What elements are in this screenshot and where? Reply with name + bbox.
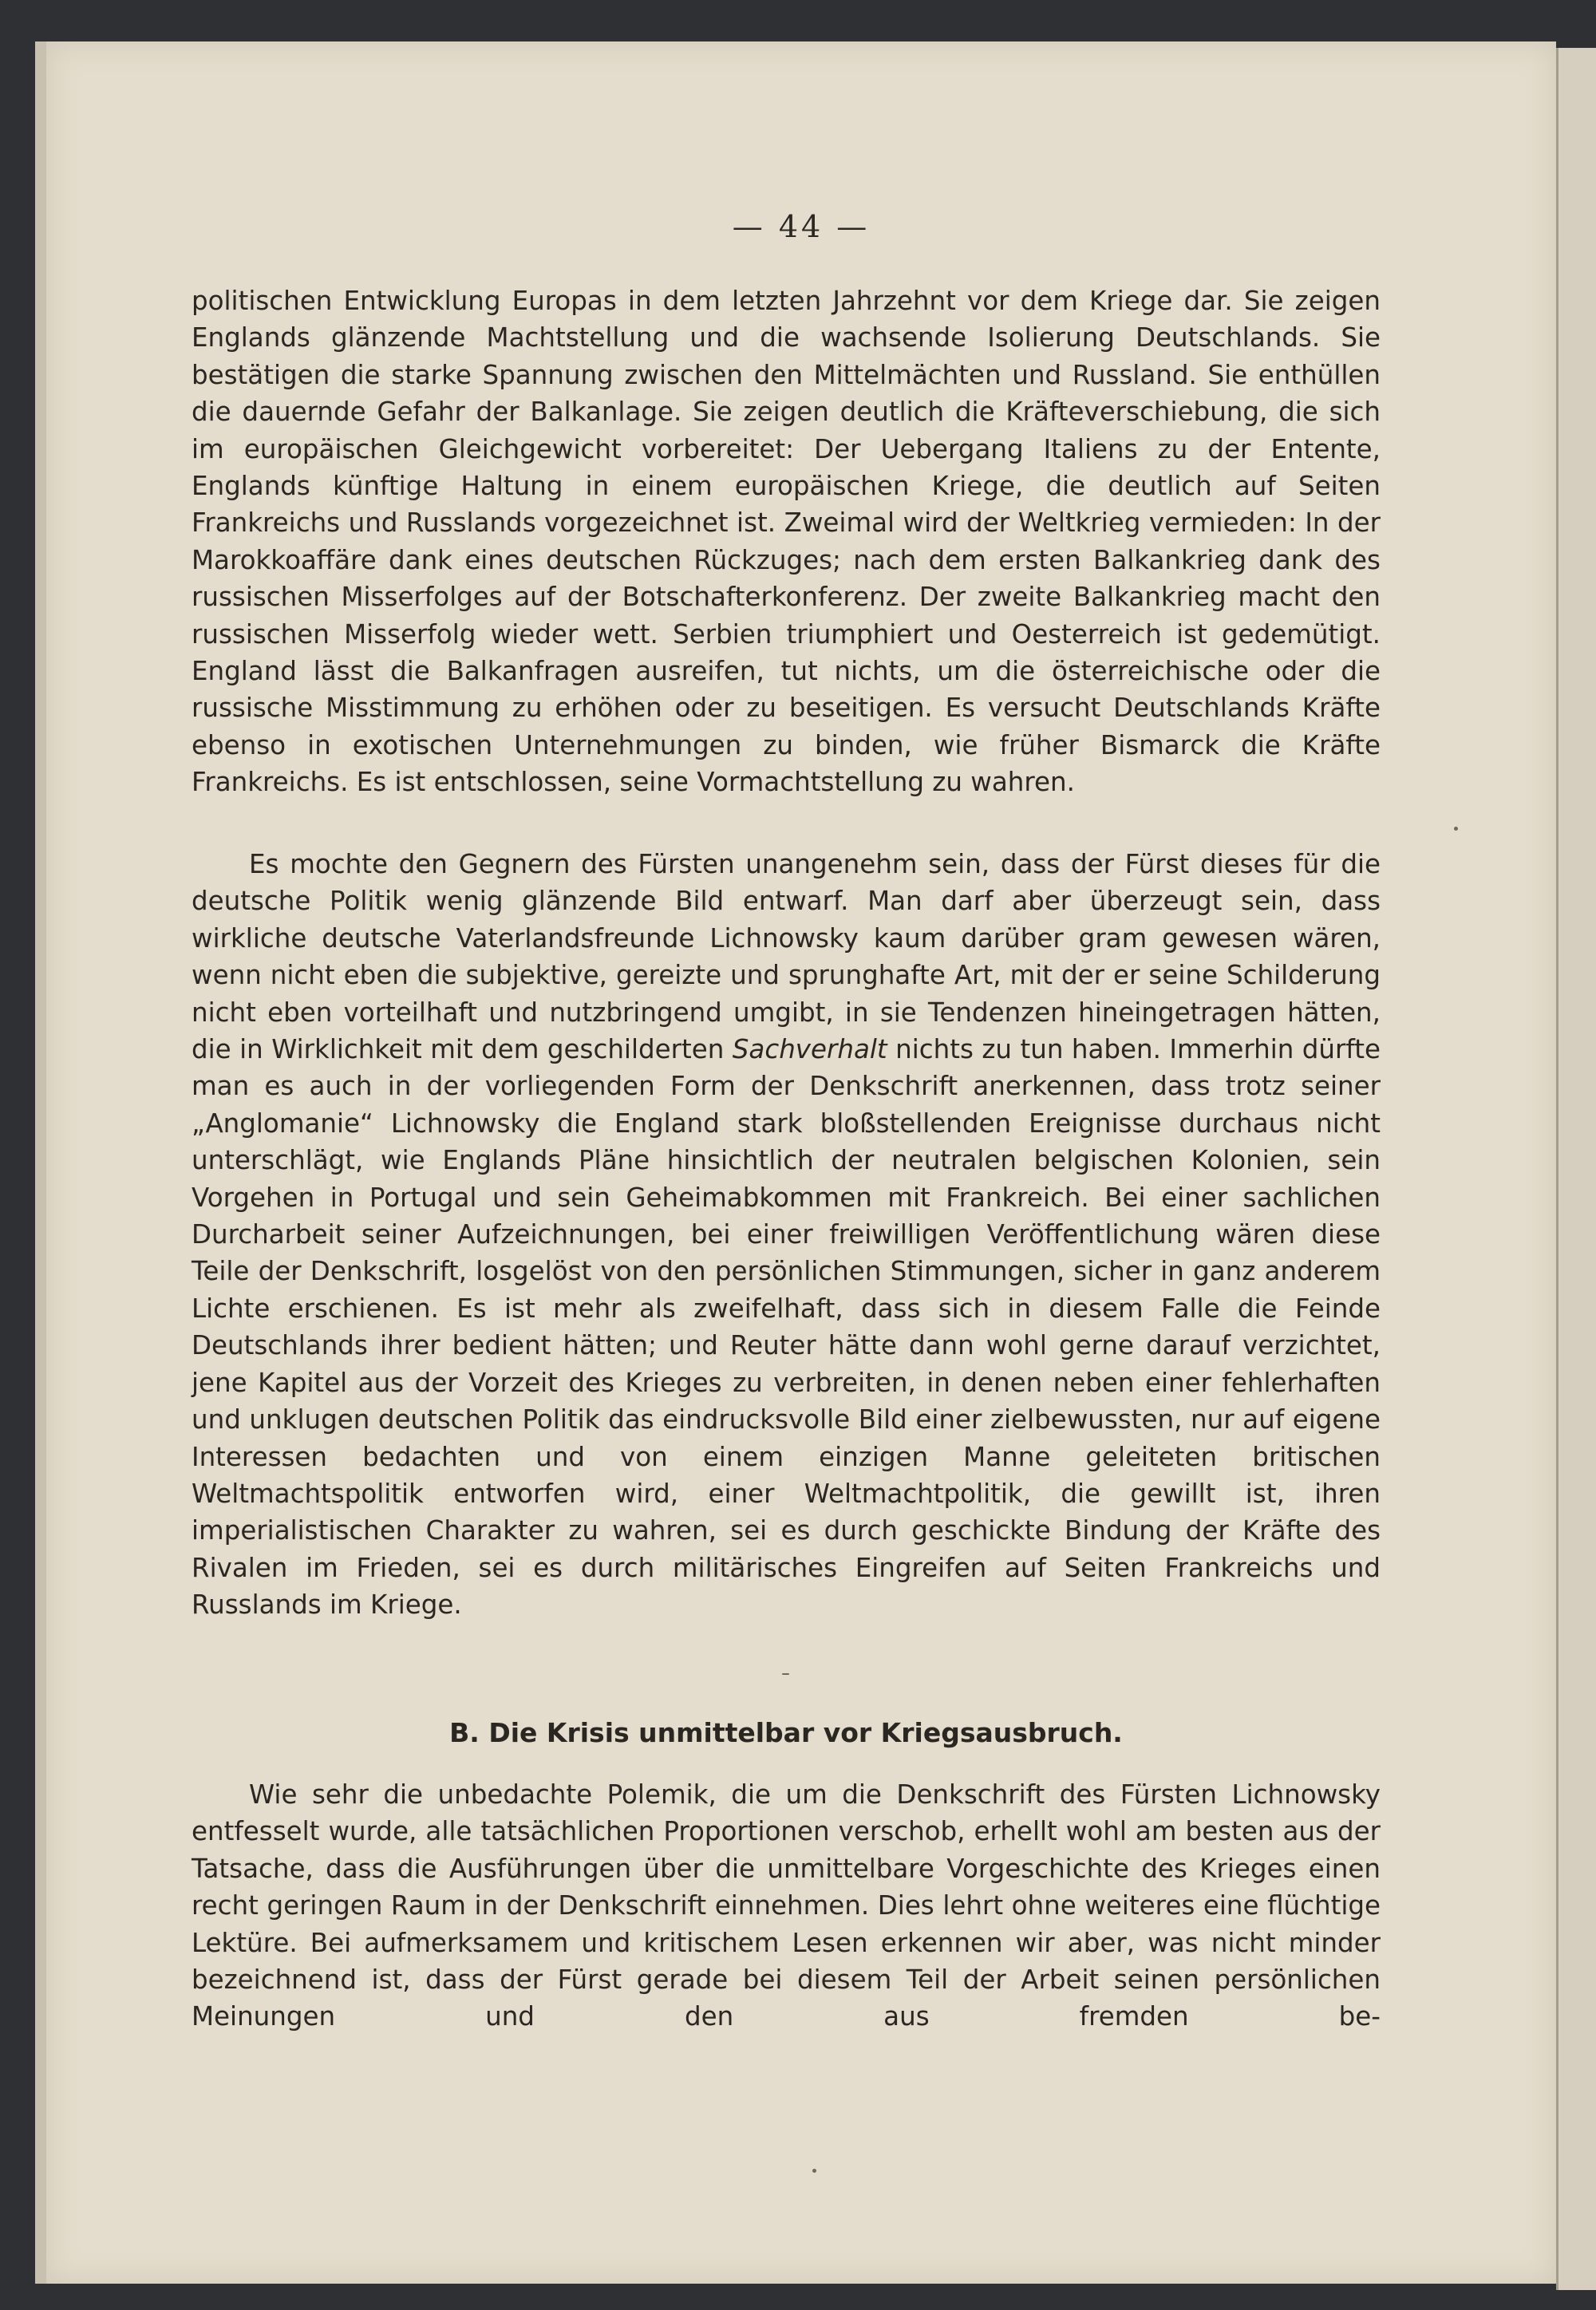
paragraph-continued [192,282,1381,801]
paragraph-text [192,846,1381,1624]
paragraph-text-part-2: nichts zu tun haben. Immerhin dürfte man es auch in der vorliegenden Form der Denkschrift anerkennen, dass trotz seiner „Anglomanie“ Lichnowsky die England stark bloßstellenden Ereignisse durchaus nicht unterschlägt, wie Englands Pläne hinsichtlich der neutralen belgischen Kolonien, sein Vorgehen in Portugal und sein Geheimabkommen mit Frankreich. Bei einer sachlichen Durcharbeit seiner Aufzeichnungen, bei einer freiwilligen Veröffentlichung wären diese Teile der Denkschrift, losgelöst von den persönlichen Stimmungen, sicher in ganz anderem Lichte erschienen. Es ist mehr als zweifelhaft, dass sich in diesem Falle die Feinde Deutschlands ihrer bedient hätten; und Reuter hätte dann wohl gerne darauf verzichtet, jene Kapitel aus der Vorzeit des Krieges zu verbreiten, in denen neben einer fehlerhaften und unklugen deutschen Politik das eindrucksvolle Bild einer zielbewussten, nur auf eigene Interessen bedachten und von einem einzigen Manne geleiteten britischen Weltmachtspolitik entworfen wird, einer Weltmachtpolitik, die gewillt ist, ihren imperialistischen Charakter zu wahren, sei es durch geschickte Bindung der Kräfte des Rivalen im Frieden, sei es durch militärisches Eingreifen auf Seiten Frankreichs und Russlands im Kriege. [192,1034,1381,1621]
italic-term: Sachverhalt [732,1034,887,1065]
section-heading: B. Die Krisis unmittelbar vor Kriegsausbruch. [449,1717,1123,1748]
paragraph-text: Wie sehr die unbedachte Polemik, die um die Denkschrift des Fürsten Lichnowsky entfesselt wurde, alle tatsächlichen Proportionen verschob, erhellt wohl am besten aus der Tatsache, dass die Ausführungen über die unmittelbare Vorgeschichte des Krieges einen recht geringen Raum in der Denkschrift einnehmen. Dies lehrt ohne weiteres eine flüchtige Lektüre. Bei aufmerksamem und kritischem Lesen erkennen wir aber, was nicht minder bezeichnend ist, dass der Fürst gerade bei diesem Teil der Arbeit seinen persönlichen Meinungen und den aus fremden be- [192,1779,1381,2032]
paper-speck [782,1673,789,1675]
paper-speck [812,2169,816,2173]
paragraph-text-part-1: Es mochte den Gegnern des Fürsten unangenehm sein, dass der Fürst dieses für die deutsche Politik wenig glänzende Bild entwarf. Man darf aber überzeugt sein, dass wirkliche deutsche Vaterlandsfreunde Lichnowsky kaum darüber gram gewesen wären, wenn nicht eben die subjektive, gereizte und sprunghafte Art, mit der er seine Schilderung nicht eben vorteilhaft und nutzbringend umgibt, in sie Tendenzen hineingetragen hätten, die in Wirklichkeit mit dem geschilderten [192,849,1381,1065]
paper-speck [1454,827,1458,831]
next-page-edge [1556,48,1596,2290]
page-number: — 44 — [732,209,871,244]
paragraph-section-b [192,1776,1381,2036]
paragraph-text: politischen Entwicklung Europas in dem letzten Jahrzehnt vor dem Kriege dar. Sie zeigen Englands glänzende Machtstellung und die wachsende Isolierung Deutschlands. Sie bestätigen die starke Spannung zwischen den Mittelmächten und Russland. Sie enthüllen die dauernde Gefahr der Balkanlage. Sie zeigen deutlich die Kräfteverschiebung, die sich im europäischen Gleichgewicht vorbereitet: Der Uebergang Italiens zu der Entente, Englands künftige Haltung in einem europäischen Kriege, die deutlich auf Seiten Frankreichs und Russlands vorgezeichnet ist. Zweimal wird der Weltkrieg vermieden: In der Marokkoaffäre dank eines deutschen Rückzuges; nach dem ersten Balkankrieg dank des russischen Misserfolges auf der Botschafterkonferenz. Der zweite Balkankrieg macht den russischen Misserfolg wieder wett. Serbien triumphiert und Oesterreich ist gedemütigt. England lässt die Balkanfragen ausreifen, tut nichts, um die österreichische oder die russische Misstimmung zu erhöhen oder zu beseitigen. Es versucht Deutschlands Kräfte ebenso in exotischen Unternehmungen zu binden, wie früher Bismarck die Kräfte Frankreichs. Es ist entschlossen, seine Vormachtstellung zu wahren. [192,286,1381,798]
paragraph-lichnowsky-assessment [192,846,1381,1624]
